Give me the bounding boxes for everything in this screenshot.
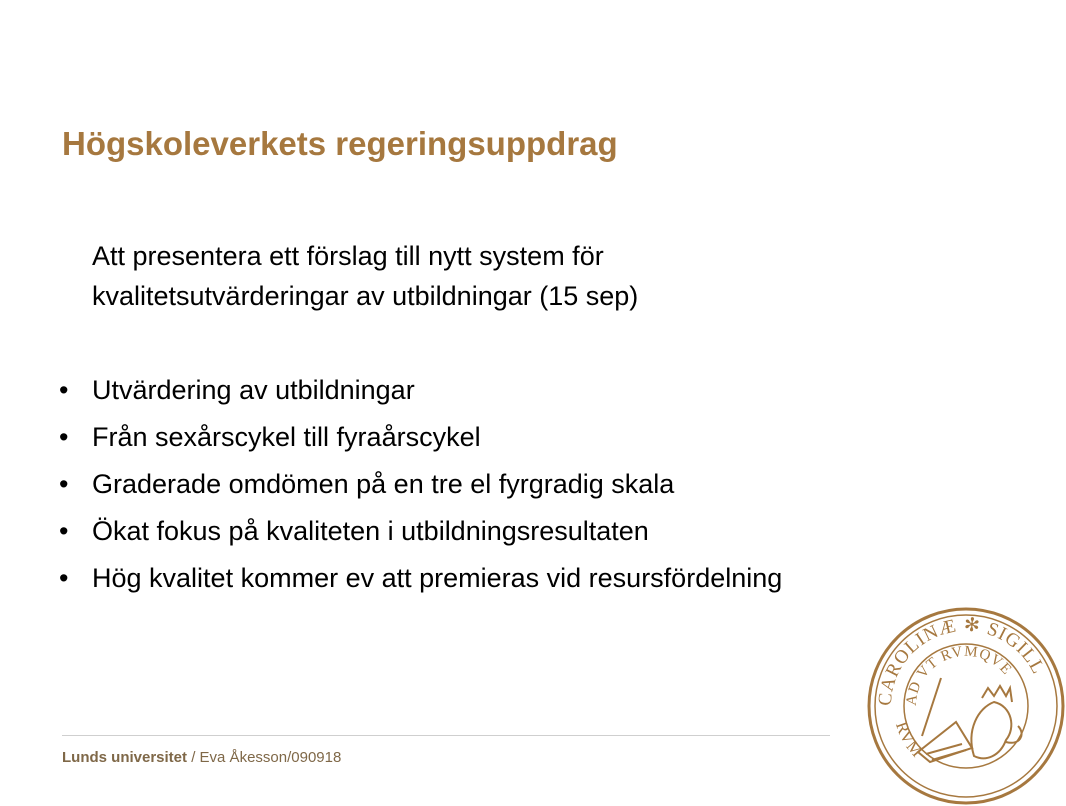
footer-author-date: Eva Åkesson/090918 [199, 749, 342, 766]
seal-text-lower: RVM [891, 719, 928, 762]
bullet-text: Hög kvalitet kommer ev att premieras vid resursfördelning [92, 563, 783, 593]
bullet-marker: • [59, 422, 69, 452]
footer [62, 748, 341, 768]
bullet-item [56, 511, 856, 551]
bullet-text: Ökat fokus på kvaliteten i utbildningsresultaten [92, 516, 649, 546]
bullet-marker: • [59, 469, 69, 499]
bullet-item [56, 417, 856, 457]
bullet-item [56, 370, 856, 410]
bullet-text: Utvärdering av utbildningar [92, 375, 415, 405]
bullet-marker: • [59, 375, 69, 405]
bullet-text: Graderade omdömen på en tre el fyrgradig skala [92, 469, 675, 499]
seal-emblem-icon [918, 678, 1022, 762]
bullet-marker: • [59, 516, 69, 546]
bullet-list [56, 370, 856, 605]
bullet-text: Från sexårscykel till fyraårscykel [92, 422, 481, 452]
svg-text:AD VT RVMQVE [904, 644, 1015, 707]
footer-separator: / [187, 749, 200, 766]
university-seal-logo [866, 606, 1066, 806]
footer-divider [62, 735, 830, 736]
seal-text-upper: CAROLINÆ ✻ SIGILL [874, 614, 1049, 707]
intro-paragraph: Att presentera ett förslag till nytt system för kvalitetsutvärderingar av utbildningar (15 sep) [92, 241, 639, 311]
bullet-item [56, 558, 856, 598]
bullet-item [56, 464, 856, 504]
footer-brand: Lunds universitet [62, 749, 188, 766]
slide-title: Högskoleverkets regeringsuppdrag [62, 125, 618, 162]
seal-text-inner: AD VT RVMQVE [903, 643, 1015, 707]
bullet-marker: • [59, 563, 69, 593]
